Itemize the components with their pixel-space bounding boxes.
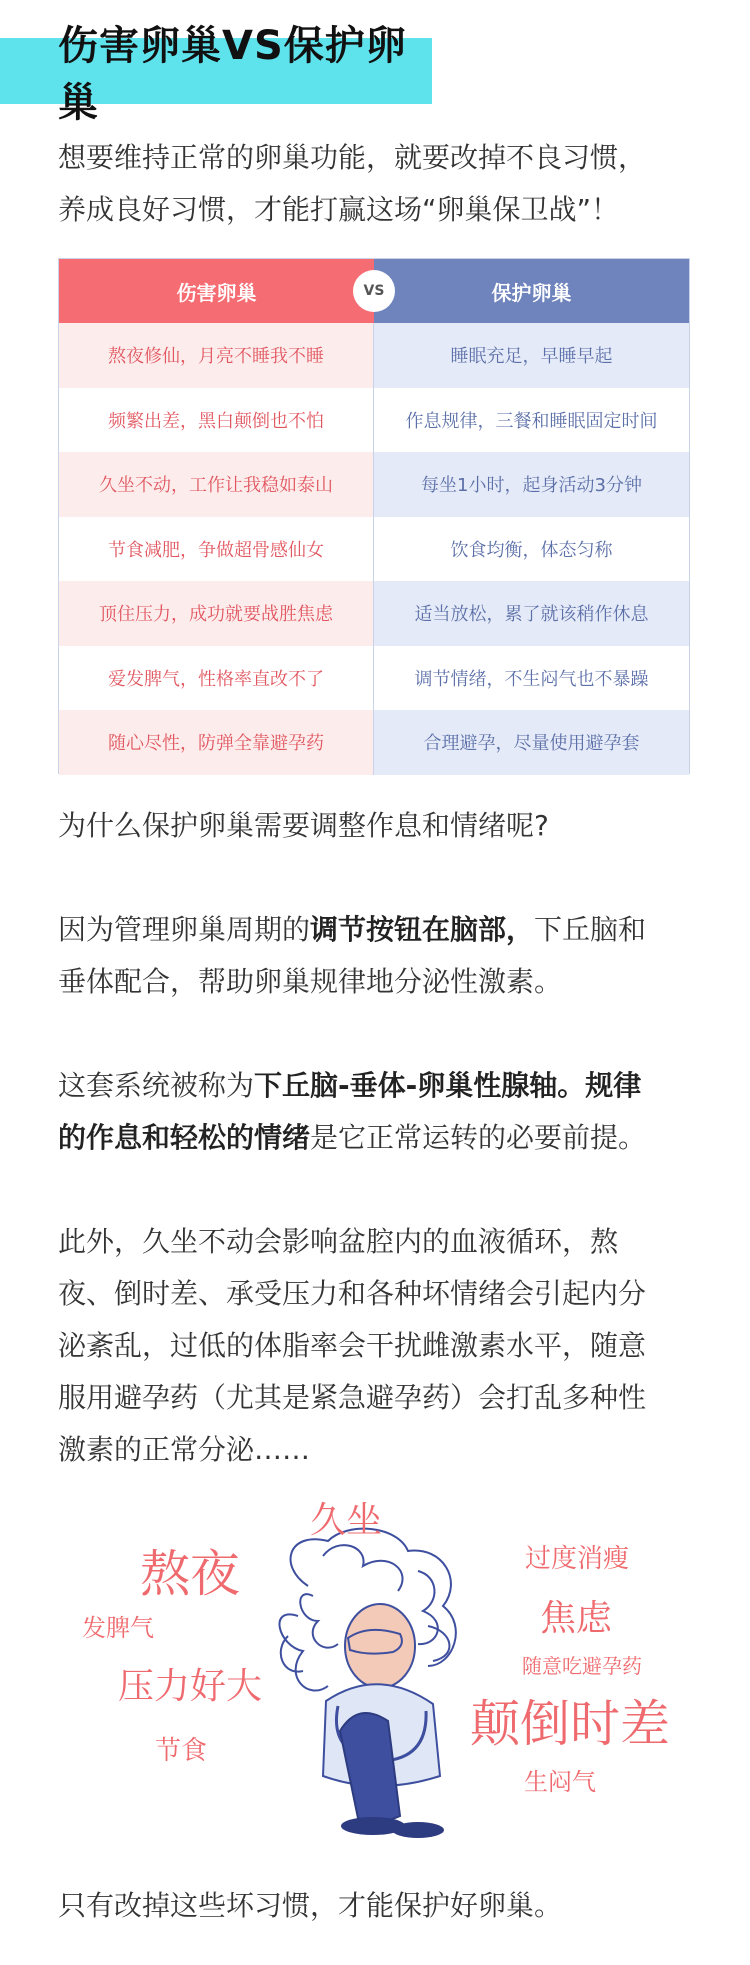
- table-row: [59, 323, 689, 388]
- stressed-woman-icon: [268, 1526, 478, 1848]
- paragraph-causes: [58, 1216, 698, 1476]
- paragraph-axis: [58, 1060, 698, 1164]
- harm-cell: 节食减肥，争做超骨感仙女: [59, 517, 374, 582]
- protect-cell: 饮食均衡，体态匀称: [374, 517, 689, 582]
- text-line: 激素的正常分泌……: [58, 1433, 311, 1466]
- text-span: 是它正常运转的必要前提。: [310, 1121, 647, 1154]
- word-staying-up: 熬夜: [140, 1545, 240, 1603]
- harm-cell: 爱发脾气，性格率直改不了: [59, 646, 374, 711]
- bad-habits-illustration: [0, 1490, 750, 1860]
- closing-text: 只有改掉这些坏习惯，才能保护好卵巢。: [58, 1889, 563, 1922]
- word-jetlag: 颠倒时差: [470, 1695, 670, 1753]
- word-sulking: 生闷气: [524, 1768, 596, 1796]
- text-span: 因为管理卵巢周期的: [58, 913, 311, 946]
- bold-span: 下丘脑-垂体-卵巢性腺轴。规律: [254, 1069, 642, 1102]
- word-stress: 压力好大: [118, 1666, 263, 1707]
- protect-cell: 合理避孕，尽量使用避孕套: [374, 710, 689, 775]
- harm-cell: 随心尽性，防弹全靠避孕药: [59, 710, 374, 775]
- bold-span: 的作息和轻松的情绪: [58, 1121, 311, 1154]
- word-dieting: 节食: [155, 1736, 208, 1766]
- table-row: [59, 710, 689, 775]
- protect-cell: 睡眠充足，早睡早起: [374, 323, 689, 388]
- text-span: 下丘脑和: [534, 913, 647, 946]
- table-row: [59, 452, 689, 517]
- protect-header: 保护卵巢: [374, 259, 689, 323]
- protect-cell: 适当放松，累了就该稍作休息: [374, 581, 689, 646]
- harm-cell: 频繁出差，黑白颠倒也不怕: [59, 388, 374, 453]
- word-sitting: 久坐: [310, 1500, 383, 1541]
- text-line: 此外，久坐不动会影响盆腔内的血液循环，熬: [58, 1225, 619, 1258]
- text-line: 服用避孕药（尤其是紧急避孕药）会打乱多种性: [58, 1381, 647, 1414]
- table-header: [59, 259, 689, 323]
- title-banner: [0, 23, 432, 126]
- table-row: [59, 517, 689, 582]
- word-anxiety: 焦虑: [540, 1598, 613, 1639]
- comparison-table: [58, 258, 690, 774]
- word-contraceptives: 随意吃避孕药: [522, 1654, 642, 1678]
- bold-span: 调节按钮在脑部，: [310, 913, 535, 946]
- harm-header: 伤害卵巢: [59, 259, 374, 323]
- harm-cell: 顶住压力，成功就要战胜焦虑: [59, 581, 374, 646]
- paragraph-brain: [58, 904, 698, 1008]
- text-span: 这套系统被称为: [58, 1069, 255, 1102]
- protect-cell: 作息规律，三餐和睡眠固定时间: [374, 388, 689, 453]
- harm-cell: 熬夜修仙，月亮不睡我不睡: [59, 323, 374, 388]
- table-row: [59, 581, 689, 646]
- page-title: 伤害卵巢VS保护卵巢: [58, 23, 407, 126]
- table-row: [59, 646, 689, 711]
- table-row: [59, 388, 689, 453]
- word-temper: 发脾气: [82, 1614, 154, 1642]
- text-line: 泌紊乱，过低的体脂率会干扰雌激素水平，随意: [58, 1329, 647, 1362]
- text-line: 夜、倒时差、承受压力和各种坏情绪会引起内分: [58, 1277, 647, 1310]
- protect-cell: 每坐1小时，起身活动3分钟: [374, 452, 689, 517]
- vs-badge: VS: [353, 270, 395, 312]
- intro-line-2: 养成良好习惯，才能打赢这场“卵巢保卫战”！: [58, 193, 620, 226]
- harm-cell: 久坐不动，工作让我稳如泰山: [59, 452, 374, 517]
- intro-paragraph: [58, 132, 698, 236]
- intro-line-1: 想要维持正常的卵巢功能，就要改掉不良习惯，: [58, 141, 647, 174]
- text-span: 垂体配合，帮助卵巢规律地分泌性激素。: [58, 965, 563, 998]
- word-over-slimming: 过度消瘦: [525, 1544, 630, 1574]
- question-text: 为什么保护卵巢需要调整作息和情绪呢?: [58, 809, 549, 842]
- protect-cell: 调节情绪，不生闷气也不暴躁: [374, 646, 689, 711]
